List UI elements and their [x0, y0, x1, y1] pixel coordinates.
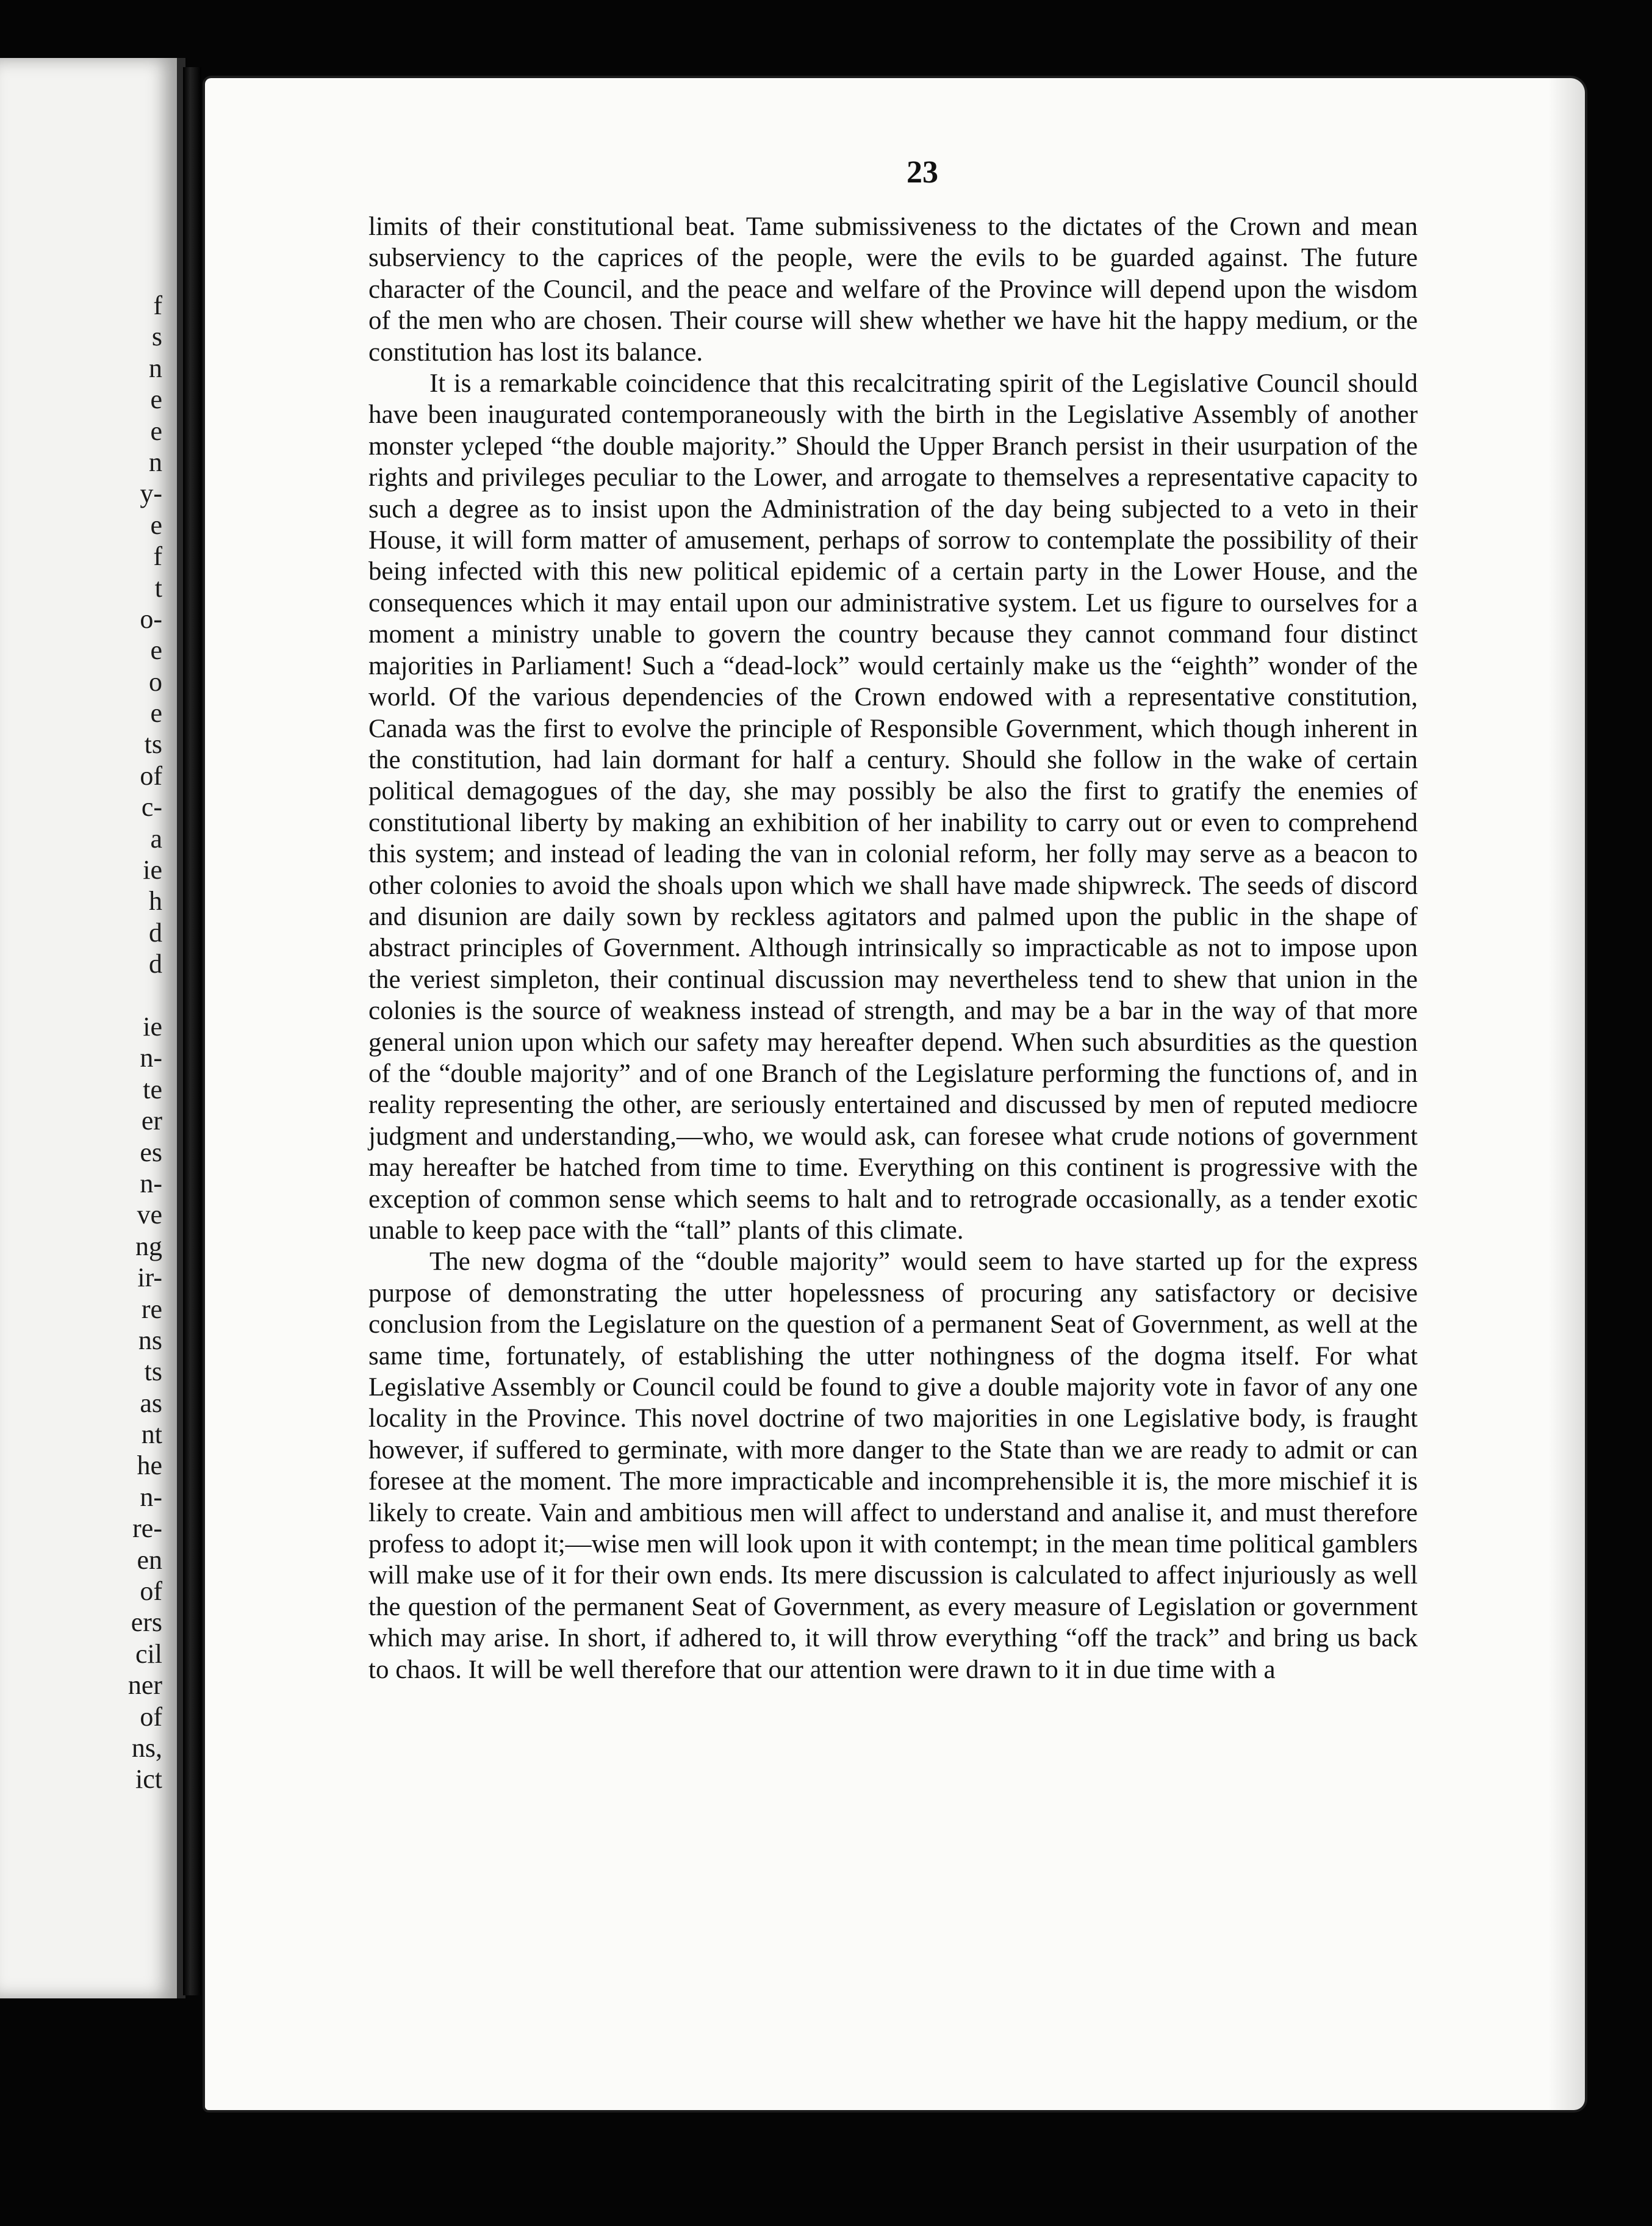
left-page-fragment: n — [149, 353, 162, 383]
left-page-fragment: c- — [141, 792, 162, 823]
page-edge-shadow — [1548, 78, 1585, 2110]
left-page-fragment: ns, — [131, 1732, 162, 1763]
left-page-fragment: of — [140, 760, 162, 791]
left-page-fragment: h — [149, 886, 162, 917]
left-page-fragment: ng — [135, 1231, 162, 1261]
left-page-fragment: ir- — [137, 1262, 162, 1293]
left-page-fragment: he — [137, 1450, 162, 1481]
left-page-fragment: en — [137, 1544, 162, 1575]
left-page-fragment: ts — [144, 1356, 162, 1387]
left-page-fragment: cil — [135, 1638, 162, 1669]
left-page-fragment: ers — [131, 1607, 162, 1638]
left-page-fragment: ts — [144, 729, 162, 760]
left-page-fragment: e — [150, 635, 162, 666]
left-page-fragment: ns — [138, 1325, 162, 1355]
left-page-fragment: as — [140, 1388, 162, 1418]
left-page-fragment: ner — [127, 1670, 162, 1701]
left-page-fragment — [128, 980, 162, 1011]
left-page-fragment: f — [153, 541, 162, 572]
paragraph: It is a remarkable coincidence that this recalcitrating spirit of the Legislative Council should have been inaugurated contemporaneously with the birth in the Legislative Assembly of another monster ycleped “the double majority.” Should the Upper Branch persist in their usurpation of the rights and privileges peculiar to the Lower, and arrogate to themselves a representative capacity to such a degree as to insist upon the Administration of the day being subjected to a veto in their House, it will form matter of amusement, perhaps of sorrow to contemplate the possibility of their being infected with this new political epidemic of a certain party in the Lower House, and the consequences which it may entail upon our administrative system. Let us figure to ourselves for a moment a ministry unable to govern the country because they cannot command four distinct majorities in Parliament! Such a “dead-lock” would certainly make us the “eighth” wonder of the world. Of the various dependencies of the Crown endowed with a representative constitution, Canada was the first to evolve the principle of Responsible Government, which though inherent in the constitution, had lain dormant for half a century. Should she follow in the wake of certain political demagogues of the day, she may possibly be also the first to gratify the enemies of constitutional liberty by making an exhibition of her inability to carry out or even to comprehend this system; and instead of leading the van in colonial reform, her folly may serve as a beacon to other colonies to avoid the shoals upon which we shall have made shipwreck. The seeds of discord and disunion are daily sown by reckless agitators and palmed upon the public in the shape of abstract principles of Government. Although intrinsically so impracticable as not to impose upon the veriest simpleton, their continual discussion may nevertheless tend to shew that union in the colonies is the source of weakness instead of strength, and may be a bar in the way of that more general union upon which our safety may hereafter depend. When such absurdities as the question of the “double majority” and of one Branch of the Legislature performing the functions of, and in reality representing the other, are seriously entertained and discussed by men of reputed mediocre judgment and understanding,—who, we would ask, can foresee what crude notions of government may hereafter be hatched from time to time. Everything on this continent is progressive with the exception of common sense which seems to halt and to retrograde occasionally, as a tender exotic unable to keep pace with the “tall” plants of this climate. — [368, 369, 1418, 1245]
paragraph: The new dogma of the “double majority” would seem to have started up for the express purpose of demonstrating the utter hopelessness of procuring any satisfactory or decisive conclusion from the Legislature on the question of a permanent Seat of Government, as well at the same time, fortunately, of establishing the utter nothingness of the dogma itself. For what Legislative Assembly or Council could be found to give a double majority vote in favor of any one locality in the Province. This novel doctrine of two majorities in one Legislative body, is fraught however, if suffered to germinate, with more danger to the State than we are ready to admit or can foresee at the moment. The more impracticable and incomprehensible it is, the more mischief it is likely to create. Vain and ambitious men will affect to understand and analise it, and must therefore profess to adopt it;—wise men will look upon it with contempt; in the mean time political gamblers will make use of it for their own ends. Its mere discussion is calculated to affect injuriously as well the question of the permanent Seat of Government, as every measure of Legislation or government which may arise. In short, if adhered to, it will throw everything “off the track” and bring us back to chaos. It will be well therefore that our attention were drawn to it in due time with a — [368, 1247, 1418, 1684]
page-body — [368, 211, 1418, 1685]
left-page-fragment: d — [149, 917, 162, 948]
left-page-fragment: f — [153, 290, 162, 320]
left-page-fragment: n- — [140, 1482, 162, 1512]
left-page-fragment: nt — [141, 1419, 162, 1450]
left-page-fragment: ict — [135, 1764, 162, 1795]
left-page-fragment: e — [150, 510, 162, 540]
book-page — [205, 78, 1585, 2110]
left-page-fragment: er — [141, 1106, 162, 1136]
left-page-fragment: re- — [132, 1513, 162, 1544]
left-page-fragment: a — [150, 823, 162, 854]
left-page-fragment: ve — [137, 1200, 162, 1230]
left-page-fragment: of — [140, 1576, 162, 1607]
left-page-fragment: o — [149, 666, 162, 697]
left-page-fragment: re — [141, 1294, 162, 1324]
left-page-fragment: y- — [140, 478, 162, 509]
paragraph-continued: limits of their constitutional beat. Tame submissiveness to the dictates of the Crown and mean subserviency to the caprices of the people, were the evils to be guarded against. The future character of the Council, and the peace and welfare of the Province will depend upon the wisdom of the men who are chosen. Their course will shew whether we have hit the happy medium, or the constitution has lost its balance. — [368, 212, 1418, 367]
book-spine — [183, 67, 201, 1995]
left-page-fragment: d — [149, 949, 162, 979]
left-page-fragment: ie — [143, 1011, 162, 1042]
left-page-text-fragments — [128, 290, 162, 1795]
left-page-fragment: ie — [143, 855, 162, 885]
left-page-fragment: t — [154, 572, 162, 603]
left-page-fragment: n- — [140, 1043, 162, 1073]
page-number: 23 — [907, 155, 938, 190]
left-page-fragment: es — [140, 1137, 162, 1167]
left-page-fragment: n- — [140, 1168, 162, 1198]
left-page-fragment: n — [149, 447, 162, 477]
left-page-fragment: of — [140, 1701, 162, 1732]
left-page-fragment: e — [150, 384, 162, 415]
left-facing-page — [0, 58, 185, 1998]
left-page-fragment: e — [150, 698, 162, 729]
left-page-fragment: o- — [140, 603, 162, 634]
left-page-fragment: e — [150, 416, 162, 446]
left-page-fragment: te — [143, 1074, 162, 1104]
left-page-fragment: s — [151, 322, 162, 352]
